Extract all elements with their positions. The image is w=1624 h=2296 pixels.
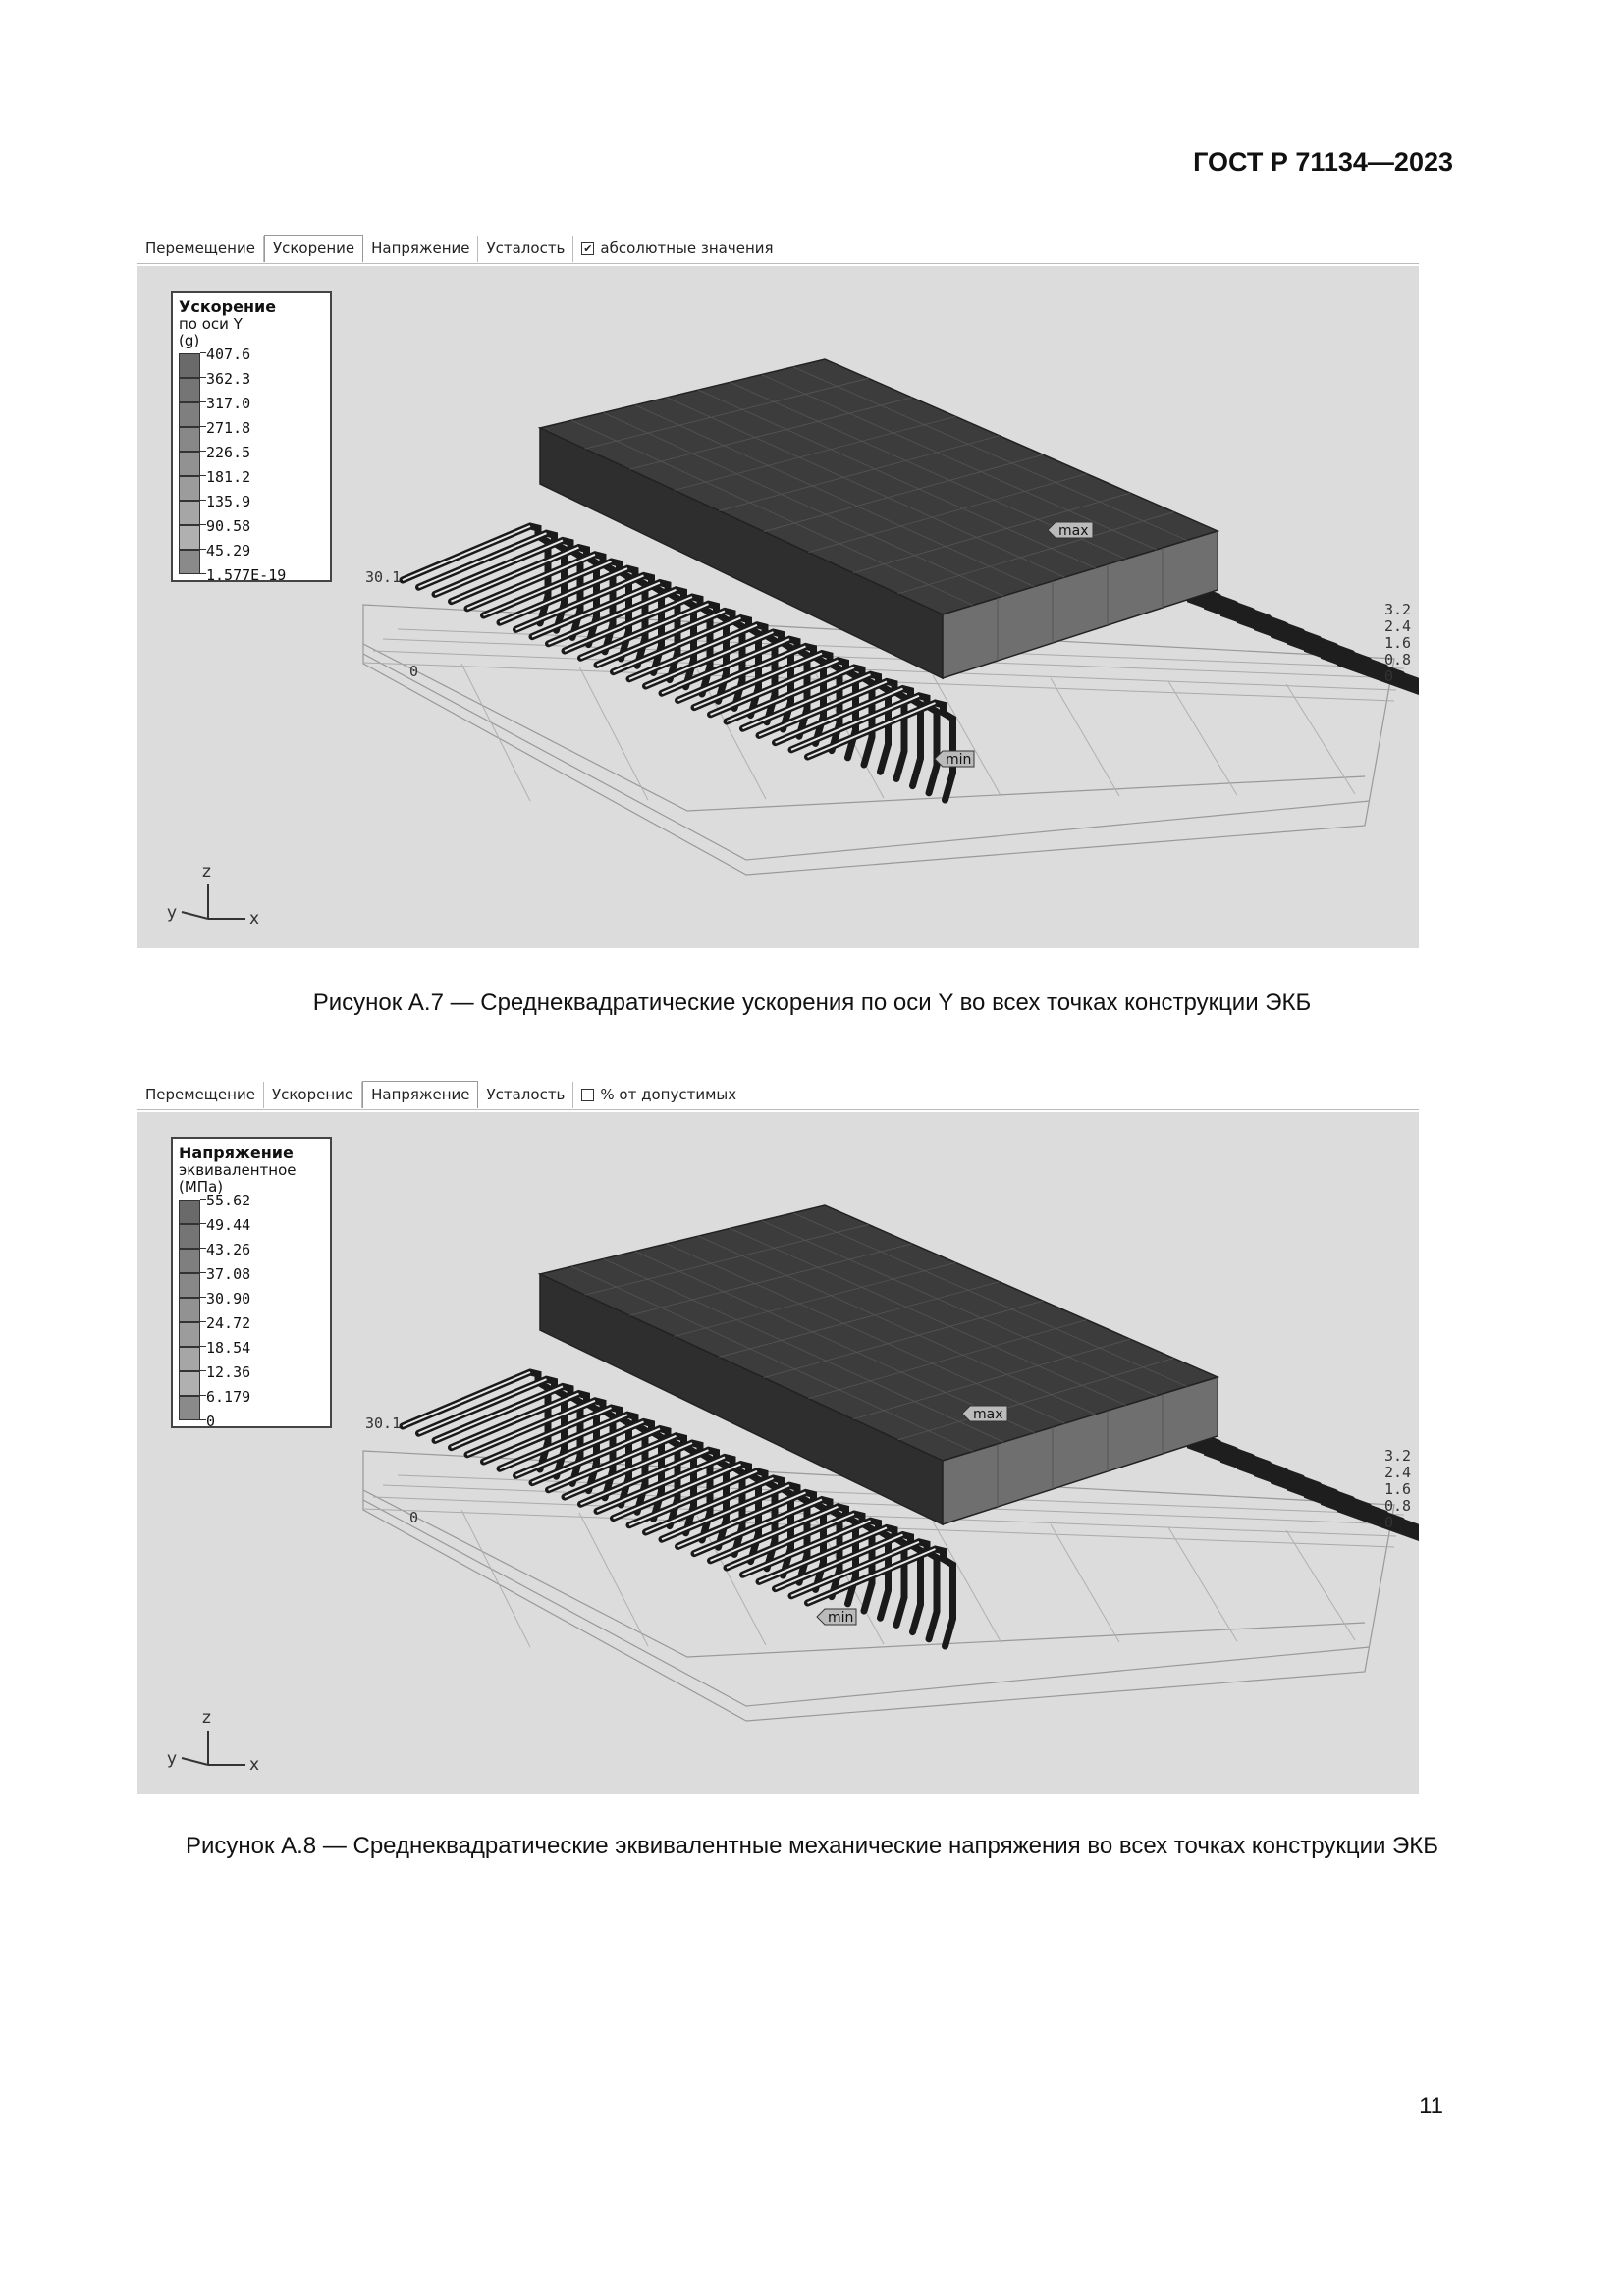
legend-value: 12.36	[206, 1363, 251, 1381]
legend-value: 43.26	[206, 1241, 251, 1258]
legend-value: 49.44	[206, 1216, 251, 1234]
axis-label-top-left: 30.1	[365, 568, 402, 586]
tab-acceleration[interactable]: Ускорение	[264, 235, 363, 262]
max-marker-label: max	[1058, 523, 1089, 539]
document-header: ГОСТ Р 71134—2023	[1193, 147, 1453, 177]
z-tick-label: 2.4	[1384, 617, 1412, 635]
pin-lead-highlight	[467, 555, 595, 609]
legend-subtitle: эквивалентное	[179, 1161, 297, 1179]
legend-swatch	[179, 427, 200, 452]
grid-line	[461, 664, 530, 801]
tab-displacement[interactable]: Перемещение	[137, 1082, 264, 1108]
result-tabs	[137, 1080, 1419, 1110]
min-marker-label: min	[946, 752, 972, 768]
legend-title: Ускорение	[179, 297, 277, 316]
pin-lead-highlight	[403, 1372, 530, 1426]
legend-value: 90.58	[206, 517, 251, 535]
triad-z-label: z	[202, 862, 211, 881]
legend-value: 18.54	[206, 1339, 251, 1357]
grid-line	[1168, 1527, 1237, 1641]
legend-step	[179, 1363, 324, 1396]
legend-value: 0	[206, 1413, 216, 1430]
legend-step	[179, 1388, 324, 1420]
legend-swatch	[179, 501, 200, 525]
pin-lead-highlight	[419, 1379, 547, 1433]
legend-swatch	[179, 1273, 200, 1298]
checkbox-box[interactable]: ✔	[583, 241, 593, 255]
triad-x-label: x	[249, 1755, 260, 1775]
figure-caption: Рисунок А.7 — Среднеквадратические ускорения по оси Y во всех точках конструкции ЭКБ	[312, 989, 1312, 1016]
pin-lead-highlight	[435, 540, 563, 594]
pin-lead-highlight	[452, 1394, 579, 1448]
legend-value: 181.2	[206, 468, 251, 486]
triad-x-label: x	[249, 909, 260, 929]
legend-swatch	[179, 1322, 200, 1347]
color-legend	[171, 1137, 332, 1428]
figure-caption: Рисунок А.8 — Среднеквадратические эквивалентные механические напряжения во всех точках конструкции ЭКБ	[185, 1833, 1439, 1859]
legend-step	[179, 346, 324, 378]
legend-unit: (g)	[179, 332, 200, 349]
legend-subtitle: по оси Y	[179, 315, 243, 333]
tab-stress[interactable]: Напряжение	[363, 236, 478, 262]
legend-swatch	[179, 1224, 200, 1249]
legend-value: 226.5	[206, 444, 251, 461]
legend-unit: (МПа)	[179, 1178, 224, 1196]
legend-swatch	[179, 1200, 200, 1224]
legend-step	[179, 1314, 324, 1347]
legend-title: Напряжение	[179, 1144, 294, 1162]
axis-label-origin: 0	[409, 1509, 419, 1526]
grid-line	[579, 667, 648, 800]
min-marker-label: min	[828, 1610, 854, 1626]
pin-lead-highlight	[467, 1401, 595, 1455]
triad-y-label: y	[167, 1749, 178, 1769]
figure-a7	[137, 234, 1419, 948]
tab-fatigue[interactable]: Усталость	[478, 236, 573, 262]
legend-value: 135.9	[206, 493, 251, 510]
model-viewport[interactable]	[137, 1112, 1419, 1794]
legend-swatch	[179, 353, 200, 378]
legend-value: 271.8	[206, 419, 251, 437]
figure-a8	[137, 1080, 1419, 1794]
grid-line	[1051, 678, 1119, 796]
checkbox-box[interactable]	[581, 1089, 594, 1101]
legend-swatch	[179, 550, 200, 574]
percent-allowable-checkbox[interactable]	[573, 1086, 736, 1103]
legend-step	[179, 1241, 324, 1273]
legend-step	[179, 1216, 324, 1249]
legend-swatch	[179, 1371, 200, 1396]
grid-line	[1051, 1524, 1119, 1642]
legend-value: 407.6	[206, 346, 251, 363]
pin-lead-highlight	[435, 1386, 563, 1440]
legend-step	[179, 1192, 324, 1224]
triad-y-label: y	[167, 903, 178, 923]
z-tick-label: 0	[1384, 667, 1394, 685]
z-tick-label: 0	[1384, 1514, 1394, 1531]
legend-value: 45.29	[206, 542, 251, 560]
legend-swatch	[179, 402, 200, 427]
grid-line	[933, 1522, 1001, 1643]
legend-value: 317.0	[206, 395, 251, 412]
axis-label-top-left: 30.1	[365, 1415, 402, 1432]
axis-label-origin: 0	[409, 663, 419, 680]
tab-stress[interactable]: Напряжение	[362, 1081, 478, 1108]
legend-step	[179, 419, 324, 452]
legend-swatch	[179, 378, 200, 402]
grid-line	[1286, 1530, 1355, 1640]
legend-swatch	[179, 1396, 200, 1420]
z-tick-label: 2.4	[1384, 1464, 1412, 1481]
legend-value: 1.577E-19	[206, 566, 287, 584]
page-number: 11	[1419, 2093, 1443, 2119]
absolute-values-checkbox[interactable]	[573, 240, 773, 257]
legend-scale	[179, 346, 324, 584]
grid-line	[933, 675, 1001, 797]
z-tick-label: 3.2	[1384, 1447, 1412, 1465]
legend-step	[179, 1339, 324, 1371]
z-tick-label: 1.6	[1384, 634, 1412, 652]
max-marker-label: max	[973, 1407, 1003, 1422]
tab-acceleration[interactable]: Ускорение	[264, 1082, 362, 1108]
z-tick-label: 0.8	[1384, 1497, 1412, 1515]
legend-swatch	[179, 1249, 200, 1273]
legend-value: 24.72	[206, 1314, 251, 1332]
grid-line	[1286, 684, 1355, 794]
triad-z-label: z	[202, 1708, 211, 1728]
z-tick-label: 0.8	[1384, 651, 1412, 668]
legend-swatch	[179, 476, 200, 501]
legend-step	[179, 468, 324, 501]
legend-value: 37.08	[206, 1265, 251, 1283]
pin-lead-highlight	[419, 533, 547, 587]
legend-step	[179, 370, 324, 402]
pin-lead-highlight	[452, 548, 579, 602]
legend-value: 55.62	[206, 1192, 251, 1209]
legend-step	[179, 1265, 324, 1298]
z-tick-label: 1.6	[1384, 1480, 1412, 1498]
legend-step	[179, 517, 324, 550]
checkbox-label: абсолютные значения	[600, 240, 774, 257]
legend-swatch	[179, 1347, 200, 1371]
grid-line	[1168, 681, 1237, 795]
grid-line	[579, 1513, 648, 1646]
legend-value: 30.90	[206, 1290, 251, 1308]
legend-swatch	[179, 1298, 200, 1322]
pin-lead-highlight	[403, 526, 530, 580]
z-tick-label: 3.2	[1384, 601, 1412, 618]
legend-swatch	[179, 452, 200, 476]
triad-y-axis	[182, 1758, 208, 1765]
legend-step	[179, 493, 324, 525]
tab-displacement[interactable]: Перемещение	[137, 236, 264, 262]
checkbox-label: % от допустимых	[600, 1086, 737, 1103]
legend-step	[179, 444, 324, 476]
legend-swatch	[179, 525, 200, 550]
result-tabs	[137, 234, 1419, 264]
legend-step	[179, 1290, 324, 1322]
legend-value: 362.3	[206, 370, 251, 388]
model-viewport[interactable]	[137, 266, 1419, 948]
color-legend	[171, 291, 332, 582]
triad-y-axis	[182, 912, 208, 919]
legend-step	[179, 395, 324, 427]
legend-scale	[179, 1192, 324, 1430]
legend-value: 6.179	[206, 1388, 251, 1406]
grid-line	[461, 1510, 530, 1647]
tab-fatigue[interactable]: Усталость	[478, 1082, 573, 1108]
